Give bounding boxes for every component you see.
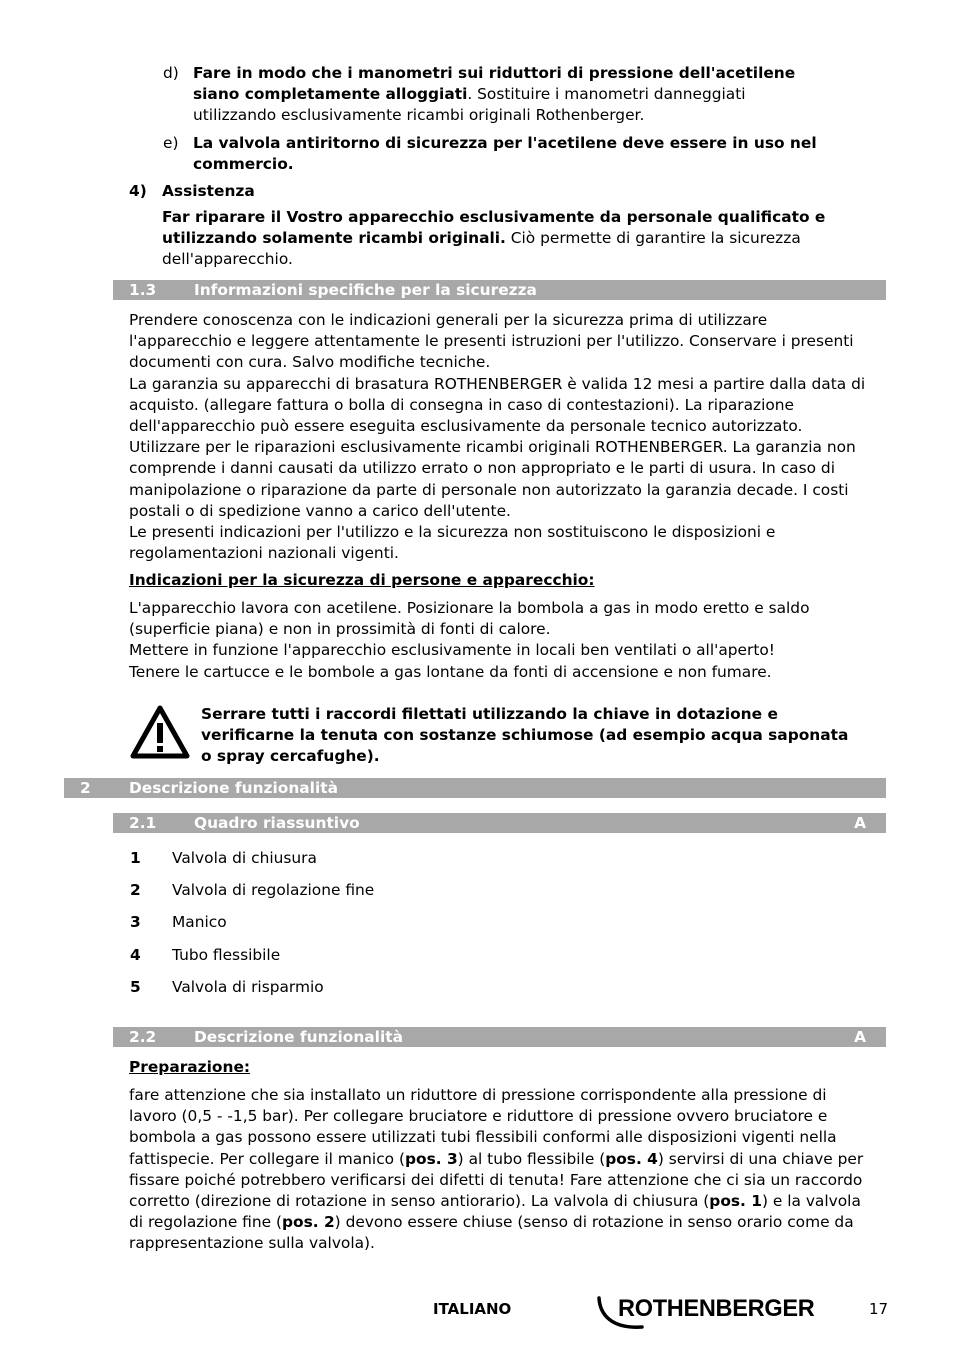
item-d-rest: . Sostituire i manometri danneggiati utilizzando esclusivamente ricambi originali Rothenberger. (193, 85, 746, 125)
section-2-1-number: 2.1 (129, 814, 157, 832)
warning-text: Serrare tutti i raccordi filettati utilizzando la chiave in dotazione e verificarne la tenuta con sostanze schiumose (ad esempio acqua saponata o spray cercafughe). (201, 705, 849, 766)
preparation-text-4: ) e la valvola di regolazione fine ( (129, 1192, 861, 1232)
paragraph-warranty: La garanzia su apparecchi di brasatura ROTHENBERGER è valida 12 mesi a partire dalla data di acquisto. (allegare fattura o bolla di consegna in caso di contestazioni). La riparazione dell'apparecchio può essere eseguita esclusivamente da personale tecnico autorizzato. (129, 374, 866, 436)
list-item-label: Manico (172, 913, 227, 931)
item-e-text (193, 133, 833, 175)
warning-triangle-icon (130, 705, 190, 759)
item-e-letter: e) (163, 134, 179, 152)
pos-4-ref: pos. 4 (605, 1149, 658, 1168)
footer-language: ITALIANO (433, 1300, 512, 1318)
pos-2-ref: pos. 2 (282, 1213, 335, 1232)
list-item-number: 2 (130, 881, 141, 899)
assistenza-number: 4) (129, 182, 147, 200)
assistenza-text (162, 207, 852, 271)
assistenza-bold: Far riparare il Vostro apparecchio esclusivamente da personale qualificato e utilizzando solamente ricambi originali. (162, 208, 826, 248)
list-item-number: 1 (130, 849, 141, 867)
paragraph-ignition: Tenere le cartucce e le bombole a gas lontane da fonti di accensione e non fumare. (129, 662, 772, 681)
list-item-label: Valvola di regolazione fine (172, 881, 375, 899)
preparation-text (129, 1085, 879, 1255)
list-item-label: Valvola di risparmio (172, 978, 324, 996)
section-1-3-bar (113, 280, 886, 300)
section-2-2-number: 2.2 (129, 1028, 157, 1046)
section-1-3-body (129, 310, 869, 564)
item-d-bold: Fare in modo che i manometri sui riduttori di pressione dell'acetilene siano completamente alloggiati (193, 64, 796, 104)
item-d-letter: d) (163, 64, 179, 82)
assistenza-heading: Assistenza (162, 182, 255, 200)
section-2-bar (64, 778, 886, 798)
paragraph-intro: Prendere conoscenza con le indicazioni generali per la sicurezza prima di utilizzare l'apparecchio e leggere attentamente le presenti istruzioni per l'utilizzo. Conservare i presenti documenti con cura. Salvo modifiche tecniche. (129, 311, 854, 372)
list-item-label: Valvola di chiusura (172, 849, 317, 867)
preparation-text-2: ) al tubo flessibile ( (457, 1149, 606, 1168)
section-1-3-number: 1.3 (129, 281, 157, 299)
section-1-3-title: Informazioni specifiche per la sicurezza (194, 281, 537, 299)
item-e-bold: La valvola antiritorno di sicurezza per l'acetilene deve essere in uso nel commercio. (193, 134, 817, 174)
preparation-text-5: ) devono essere chiuse (senso di rotazione in senso orario come da rappresentazione sulla valvola). (129, 1213, 854, 1253)
paragraph-repairs: Utilizzare per le riparazioni esclusivamente ricambi originali ROTHENBERGER. La garanzia non comprende i danni causati da utilizzo errato o non appropriato e le parti di usura. In caso di manipolazione o riparazione da parte di personale non autorizzato la garanzia decade. I costi postali o di spedizione vanno a carico dell'utente. (129, 438, 856, 520)
paragraph-ventilation: Mettere in funzione l'apparecchio esclusivamente in locali ben ventilati o all'aperto! (129, 641, 775, 660)
pos-1-ref: pos. 1 (709, 1192, 762, 1211)
page-number: 17 (869, 1300, 889, 1318)
paragraph-regulations: Le presenti indicazioni per l'utilizzo e la sicurezza non sostituiscono le disposizioni e regolamentazioni nazionali vigenti. (129, 523, 776, 563)
footer-brand: ROTHENBERGER (618, 1295, 815, 1322)
section-2-2-title: Descrizione funzionalità (194, 1028, 403, 1046)
section-2-number: 2 (80, 779, 91, 797)
item-d-text (193, 63, 833, 127)
section-2-2-bar (113, 1027, 886, 1047)
section-2-title: Descrizione funzionalità (129, 779, 338, 797)
preparation-text-3: ) servirsi di una chiave per fissare poiché potrebbero verificarsi dei difetti di tenuta! Fare attenzione che ci sia un raccordo corretto (direzione di rotazione in senso antiorario). La valvola di chiusura ( (129, 1149, 864, 1211)
safety-subheading: Indicazioni per la sicurezza di persone e apparecchio: (129, 571, 595, 589)
section-2-1-bar (113, 813, 886, 833)
footer-logo (596, 1293, 836, 1333)
safety-body (129, 598, 869, 683)
list-item-number: 4 (130, 946, 141, 964)
paragraph-acetylene: L'apparecchio lavora con acetilene. Posizionare la bombola a gas in modo eretto e saldo (superficie piana) e non in prossimità di fonti di calore. (129, 599, 810, 639)
preparation-text-1: fare attenzione che sia installato un riduttore di pressione corrispondente alla pressione di lavoro (0,5 - -1,5 bar). Per collegare bruciatore e riduttore di pressione ovvero bruciatore e bombola a gas possono essere utilizzati tubi flessibili conformi alle disposizioni vigenti nella fattispecie. Per collegare il manico ( (129, 1086, 837, 1168)
preparation-subheading: Preparazione: (129, 1058, 251, 1076)
list-item-number: 5 (130, 978, 141, 996)
section-2-2-figure-ref: A (854, 1028, 866, 1046)
list-item-label: Tubo flessibile (172, 946, 281, 964)
section-2-1-title: Quadro riassuntivo (194, 814, 360, 832)
list-item-number: 3 (130, 913, 141, 931)
section-2-1-figure-ref: A (854, 814, 866, 832)
pos-3-ref: pos. 3 (405, 1149, 458, 1168)
assistenza-rest: Ciò permette di garantire la sicurezza dell'apparecchio. (162, 229, 801, 269)
